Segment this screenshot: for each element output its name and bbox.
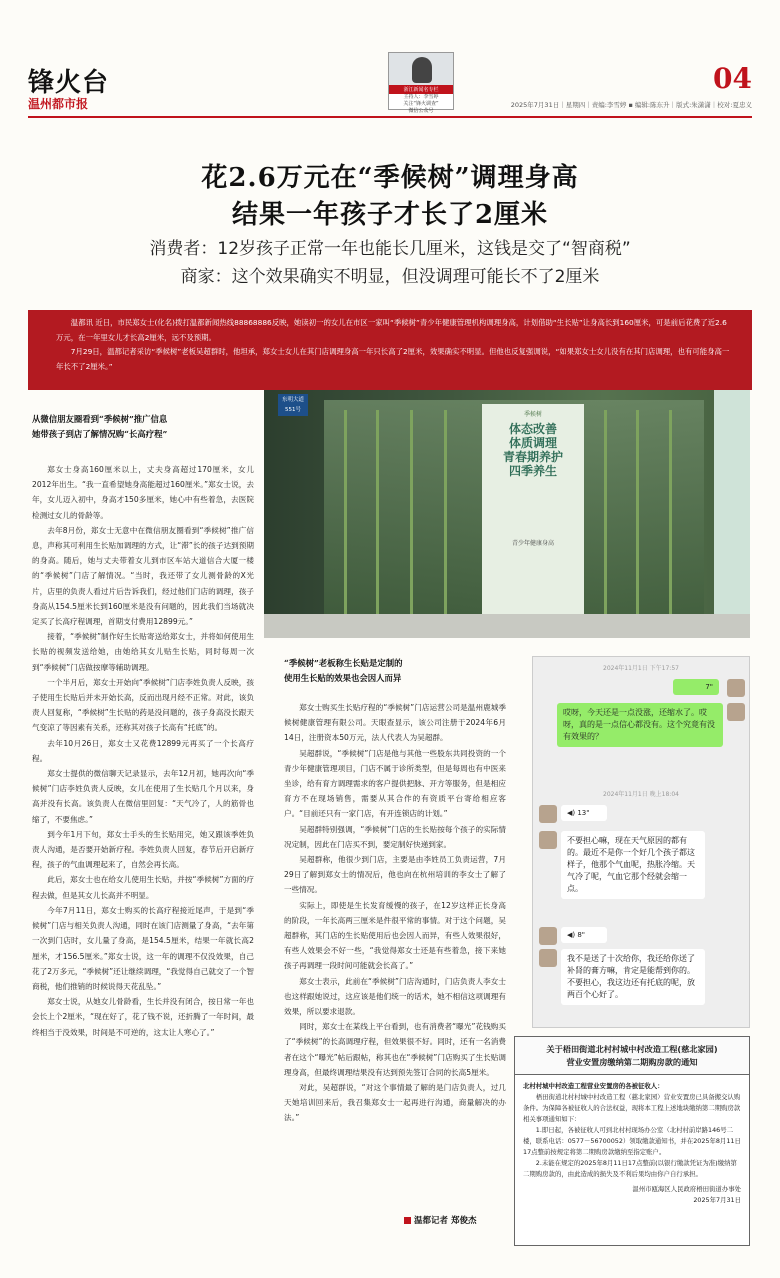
masthead-divider (28, 116, 752, 118)
byline-text: 温都记者 郑俊杰 (414, 1216, 477, 1226)
notice-date: 2025年7月31日 (693, 1196, 741, 1204)
column-badge (388, 52, 454, 114)
public-notice (514, 1036, 750, 1246)
voice-message: ◀) 13" (561, 805, 607, 821)
paragraph: 郑女士身高160厘米以上，丈夫身高超过170厘米，女儿2012年出生。“我一直希望她身高能超过160厘米。”郑女士说，去年，女儿迈入初中，身高才150多厘米，她心中有些着急，去医院检测过女儿的骨龄等。 (32, 465, 254, 520)
voice-duration: 8" (577, 931, 586, 939)
avatar (727, 703, 745, 721)
poster-line: 青春期养护 (502, 450, 563, 464)
subhead: 从微信朋友圈看到“季候树”推广信息 (32, 414, 168, 424)
badge-follow: 关注“锋火调查” (403, 101, 439, 107)
paragraph: 接着，“季候树”制作好生长贴寄送给郑女士，并将如何使用生长贴的视频发送给她，由她给其女儿贴生长贴，同时每周一次到“季候树”门店做按摩等辅助调理。 (32, 632, 254, 672)
chat-bubble-user: 哎呀，今天还是一点没涨，还缩水了。哎呀，真的是一点信心都没有。这个究竟有没有效果的？ (557, 703, 723, 747)
notice-title-line: 营业安置房缴纳第二期购房款的通知 (566, 1057, 698, 1067)
paragraph: 郑女士说，从她女儿骨龄看，生长并没有闭合，按日常一年也会长上个2厘米，“现在好了，花了钱不说，还折腾了一年时间，最终相当于没效果，时间是不可逆的，这太让人寒心了。” (32, 997, 254, 1037)
section-title: 锋火台 (28, 68, 110, 98)
bamboo-icon (636, 410, 639, 630)
poster-logo: 季候树 (523, 411, 542, 418)
voice-duration: 7" (705, 683, 713, 691)
voice-message: ◀) 8" (561, 927, 607, 943)
avatar (539, 927, 557, 945)
badge-photo (389, 53, 453, 85)
badge-title: 浙江新闻名专栏 (389, 85, 453, 94)
notice-issuer: 温州市瓯海区人民政府梧田街道办事处 (632, 1185, 741, 1193)
paragraph: 郑女士表示，此前在“季候树”门店沟通时，门店负责人李女士也这样跟她说过，这应该是他们统一的话术，她不相信这项调理有效果，所以要求退款。 (284, 976, 506, 1017)
photo-floor (264, 614, 750, 638)
article-column-1 (32, 412, 254, 1040)
chat-timestamp: 2024年11月1日 晚上18:04 (603, 791, 679, 798)
store-photo (264, 390, 750, 638)
paragraph: 此后，郑女士也在给女儿使用生长贴，并按“季候树”方面的疗程去做，但是其女儿长高并不明显。 (32, 875, 254, 900)
notice-body (515, 1075, 749, 1212)
notice-paragraph: 2.未能在规定的2025年8月11日17点整前(以银行缴款凭证为准)缴纳第二期购房款的，由此造成的损失及不利后果均由你户自行承担。 (523, 1159, 737, 1178)
store-poster (482, 404, 584, 614)
lead-p2: 7月29日，温都记者采访“季候树”老板吴超群时，他坦承，郑女士女儿在其门店调理身高一年只长高了2厘米，效果确实不明显。但他也反复强调说，“如果郑女士女儿没有在其门店调理，也有可能身高一年长不了2厘米。” (56, 347, 730, 371)
paragraph: 吴超群特别强调，“季候树”门店的生长贴按每个孩子的实际情况定制，因此在门店买不到，要定制好快递到家。 (284, 824, 506, 849)
notice-title-line: 关于梧田街道北村村城中村改造工程(慈北家园) (546, 1044, 718, 1054)
poster-line: 体态改善 (508, 422, 557, 436)
notice-title (515, 1037, 749, 1075)
photo-pillar (714, 390, 750, 638)
avatar (727, 679, 745, 697)
paragraph: 吴超群说，“季候树”门店是他与其他一些股东共同投资的一个青少年健康管理项目，门店不属于诊所类型，但是每周也有中医来坐诊，给有育方调理需求的客户提供把脉、开方等服务，但是相应育方不在现场销售，需要从其合作的有资质平台寄给相应客户。“目前还只有一家门店，有开连锁店的计划。” (284, 748, 506, 819)
headline-block (28, 160, 752, 290)
subhead: 使用生长贴的效果也会因人而异 (284, 673, 402, 683)
subhead: “季候树”老板称生长贴是定制的 (284, 658, 403, 668)
badge-wechat: 微信公众号 (408, 108, 434, 114)
paper-name: 温州都市报 (28, 97, 89, 111)
chat-bubble-store: 我不是送了十次给你，我还给你送了补肾的膏方嘛，肯定是能帮到你的。不要担心，我这边还有托底的呢，放两百个心好了。 (561, 949, 705, 1005)
headline-line-1: 花2.6万元在“季候树”调理身高 (201, 163, 579, 193)
poster-line: 体质调理 (508, 436, 557, 450)
bamboo-icon (669, 410, 672, 630)
avatar (539, 949, 557, 967)
wechat-screenshot (532, 656, 750, 1028)
notice-recipient: 北村村城中村改造工程营业安置房的各被征收人： (523, 1082, 664, 1090)
subhead: 她带孩子到店了解情况购“长高疗程” (32, 429, 168, 439)
chat-bubble-store: 不要担心嘛，现在天气原因的都有的。最近不是你一个好几个孩子都这样子，他那个气血呢，热胀冷缩。天气冷了呢，气血它那个经就会缩一点。 (561, 831, 705, 899)
host-portrait-icon (412, 57, 432, 83)
lead-paragraph (28, 310, 752, 390)
paragraph: 实际上，即使是生长发育缓慢的孩子，在12岁这样正长身高的阶段，一年长高两三厘米是件很平常的事情。对于这个问题，吴超群称，其门店的生长贴使用后也会因人而异，有些人效果很好，有些人效果会不好一些，“我觉得郑女士还是有些着急，接下来她孩子再调理一段时间可能就会长高了。” (284, 900, 506, 971)
article-column-2 (284, 656, 506, 1126)
avatar (539, 831, 557, 849)
paragraph: 吴超群称，他很少到门店，主要是由李姓员工负责运营，7月29日了解到郑女士的情况后，他也向在杭州培训的李女士了解了一些情况。 (284, 855, 506, 895)
avatar (539, 805, 557, 823)
subheadline-consumer: 消费者：12岁孩子正常一年也能长几厘米，这钱是交了“智商税” (149, 239, 631, 259)
paragraph: 一个半月后，郑女士开始向“季候树”门店李姓负责人反映，孩子使用生长贴后并未开始长高，反而出现月经不正常。对此，该负责人回复称，“季候树”生长贴的药是没问题的，孩子身高没长跟天气变凉了等因素有关系，还称其对孩子长高有“托底”的。 (32, 677, 254, 733)
subheadline-merchant: 商家：这个效果确实不明显，但没调理可能长不了2厘米 (180, 267, 600, 287)
paragraph: 今年7月11日，郑女士购买的长高疗程接近尾声，于是到“季候树”门店与相关负责人沟通，同时在该门店测量了身高，“去年第一次到门店时，女儿量了身高，是154.5厘米，结果一年就长高2厘米，才156.5厘米。”郑女士说，这一年的调理不仅没效果，自己花了2万多元，“季候树”还让继续调理，“我觉得自己就交了一个智商税，他们推销的时候说得天花乱坠。” (32, 905, 254, 991)
chat-timestamp: 2024年11月1日 下午17:57 (603, 665, 679, 672)
bamboo-icon (410, 410, 413, 630)
paragraph: 同时，郑女士在某线上平台看到，也有消费者“曝光”花钱购买了“季候树”的长高调理疗程，但效果很不好。同时，还有一名消费者在这个“曝光”帖后跟帖，称其也在“季候树”门店购买了生长贴调理身高，但最终调理结果没有达到预先签订合同的长高5厘米。 (284, 1022, 506, 1077)
lead-p1: 温都讯 近日，市民郑女士(化名)拨打温都新闻热线88868886反映，她读初一的女儿在市区一家叫“季候树”青少年健康管理机构调理身高，计划借助“生长贴”让身高长到160厘米，可是前后花费了近2.6万元，在一年里女儿才长高2厘米，远不及预期。 (56, 318, 727, 342)
byline-square-icon (404, 1217, 411, 1224)
paragraph: 到今年1月下旬，郑女士手头的生长贴用完，她又跟该季姓负责人沟通，是否要开始新疗程。李姓负责人回复，春节后开启新疗程，孩子的气血调理起来了，自然会再长高。 (32, 829, 254, 870)
bamboo-icon (376, 410, 379, 630)
poster-sub: 青少年健康身高 (511, 540, 554, 547)
badge-host: 主持人：李雪婷 (403, 94, 439, 100)
byline (404, 1214, 476, 1226)
headline-line-2: 结果一年孩子才长了2厘米 (231, 200, 549, 230)
paragraph: 郑女士提供的微信聊天记录显示，去年12月初，她再次向“季候树”门店李姓负责人反映，女儿在使用了生长贴几个月以来，身高并没有长高。该负责人在微信里回复：“天气冷了，人的筋骨也缩了，不要焦虑。” (32, 769, 254, 824)
address-sign: 东明大道 551号 (278, 394, 308, 416)
edition-info: 2025年7月31日｜星期四｜责编:李雪婷 ▪ 编辑:陈东升｜版式:朱潇潇｜校对:夏忠义 (510, 101, 752, 109)
voice-message (673, 679, 719, 695)
paragraph: 去年10月26日，郑女士又花费12899元再买了一个长高疗程。 (32, 738, 254, 763)
paragraph: 去年8月份，郑女士无意中在微信朋友圈看到“季候树”推广信息，声称其可利用生长贴加调理的方式，让“滞”长的孩子达到预期的身高。随后，她与丈夫带着女儿到市区车站大道信合大厦一楼的“季候树”门店了解情况。“当时，我还带了女儿测骨龄的X光片，店里的负责人看过片后告诉我们，经过他们门店的调理，孩子身高从154.5厘米长到160厘米是没有问题的，因此我们当场就决定买了长高疗程调理，首期支付费用12899元。” (32, 525, 254, 627)
notice-paragraph: 1.即日起，各被征收人可到北村村现场办公室（北村村前岸路146号二楼，联系电话：0577－56700052）领取缴款通知书，并在2025年8月11日17点整前按规定将第二期购房款缴纳至指定账户。 (523, 1126, 741, 1156)
masthead (28, 62, 752, 112)
page-number: 04 (713, 62, 752, 95)
bamboo-icon (604, 410, 607, 630)
bamboo-icon (444, 410, 447, 630)
paragraph: 对此，吴超群说，“对这个事情最了解的是门店负责人，过几天她培训回来后，我召集郑女士一起再进行沟通，商量解决的办法。” (284, 1083, 506, 1123)
notice-paragraph: 梧田街道北村村城中村改造工程（慈北家园）营业安置房已具备搬交认购条件。为保障各被征收人的合法权益，现将本工程上述地块缴纳第二期购房款相关事项通知如下： (523, 1093, 741, 1123)
bamboo-icon (344, 410, 347, 630)
voice-duration: 13" (577, 809, 590, 817)
poster-line: 四季养生 (508, 464, 557, 478)
paragraph: 郑女士购买生长贴疗程的“季候树”门店运营公司是温州鹿城季候树健康管理有限公司。天眼查显示，该公司注册于2024年6月14日，注册资本50万元，法人代表人为吴超群。 (284, 703, 506, 743)
